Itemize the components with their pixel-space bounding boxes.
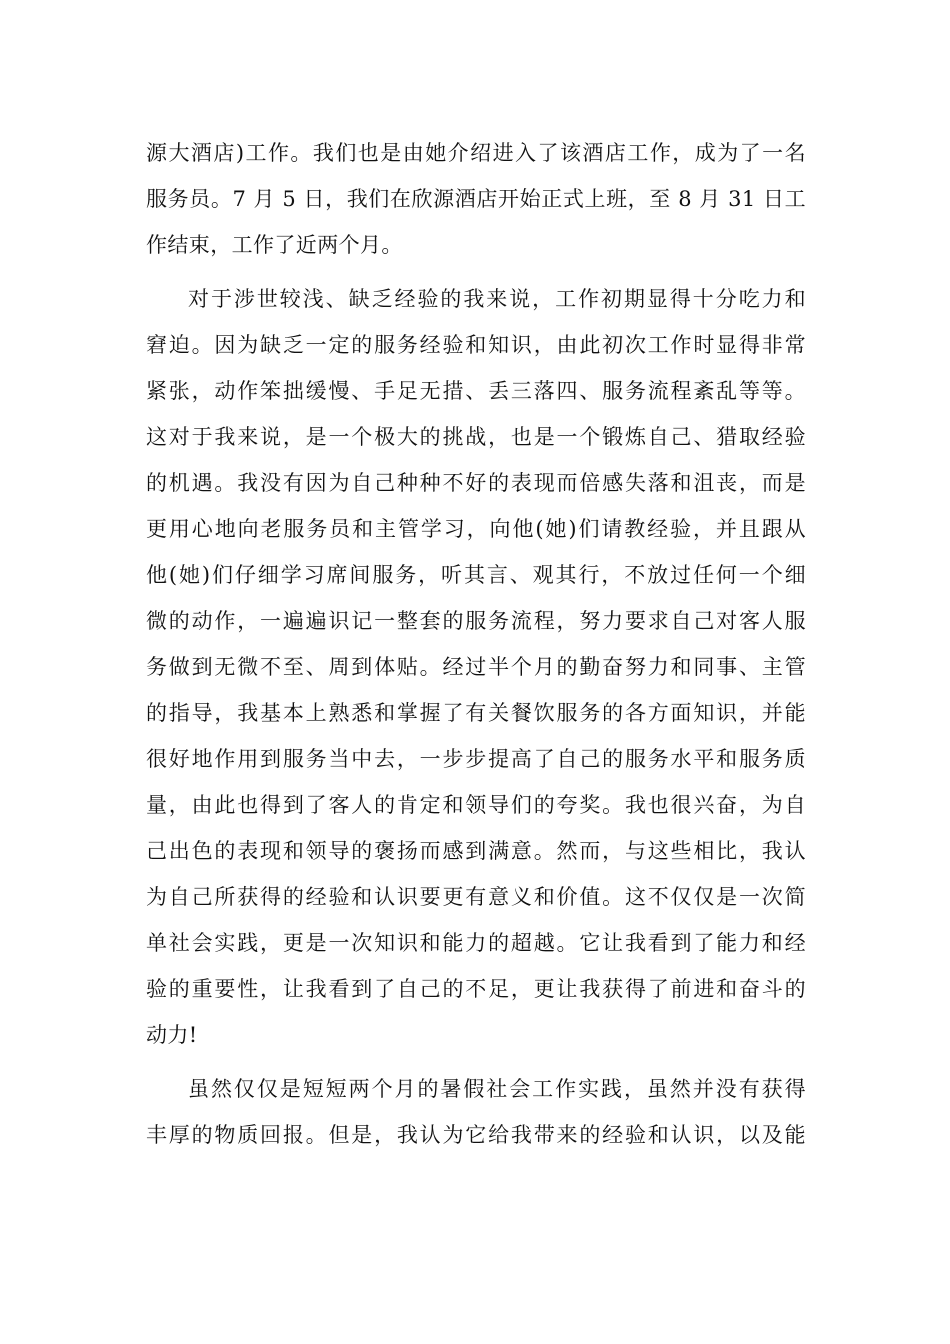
paragraph-2 [146,276,806,1058]
text-line: 务做到无微不至、周到体贴。经过半个月的勤奋努力和同事、主管 [146,655,806,679]
text-line: 为自己所获得的经验和认识要更有意义和价值。这不仅仅是一次简 [146,885,806,909]
text-line: 服务员。7 月 5 日，我们在欣源酒店开始正式上班，至 8 月 31 日工 [146,187,806,211]
text-line: 这对于我来说，是一个极大的挑战，也是一个锻炼自己、猎取经验 [146,425,806,449]
text-line: 虽然仅仅是短短两个月的暑假社会工作实践，虽然并没有获得 [188,1077,806,1101]
text-line: 单社会实践，更是一次知识和能力的超越。它让我看到了能力和经 [146,931,806,955]
paragraph-3 [146,1066,806,1158]
text-line: 很好地作用到服务当中去，一步步提高了自己的服务水平和服务质 [146,747,806,771]
text-line: 验的重要性，让我看到了自己的不足，更让我获得了前进和奋斗的 [146,977,806,1001]
document-body [146,130,806,1158]
text-line: 量，由此也得到了客人的肯定和领导们的夸奖。我也很兴奋，为自 [146,793,806,817]
text-line: 动力! [146,1023,198,1047]
text-line: 己出色的表现和领导的褒扬而感到满意。然而，与这些相比，我认 [146,839,806,863]
text-line: 作结束，工作了近两个月。 [146,233,403,257]
text-line: 对于涉世较浅、缺乏经验的我来说，工作初期显得十分吃力和 [188,287,806,311]
text-line: 微的动作，一遍遍识记一整套的服务流程，努力要求自己对客人服 [146,609,806,633]
text-line: 窘迫。因为缺乏一定的服务经验和知识，由此初次工作时显得非常 [146,333,806,357]
text-line: 他(她)们仔细学习席间服务，听其言、观其行，不放过任何一个细 [146,563,806,587]
paragraph-1 [146,130,806,268]
text-line: 源大酒店)工作。我们也是由她介绍进入了该酒店工作，成为了一名 [146,141,806,165]
text-line: 丰厚的物质回报。但是，我认为它给我带来的经验和认识，以及能 [146,1123,806,1147]
text-line: 的机遇。我没有因为自己种种不好的表现而倍感失落和沮丧，而是 [146,471,806,495]
text-line: 紧张，动作笨拙缓慢、手足无措、丢三落四、服务流程紊乱等等。 [146,379,806,403]
text-line: 更用心地向老服务员和主管学习，向他(她)们请教经验，并且跟从 [146,517,806,541]
text-line: 的指导，我基本上熟悉和掌握了有关餐饮服务的各方面知识，并能 [146,701,806,725]
